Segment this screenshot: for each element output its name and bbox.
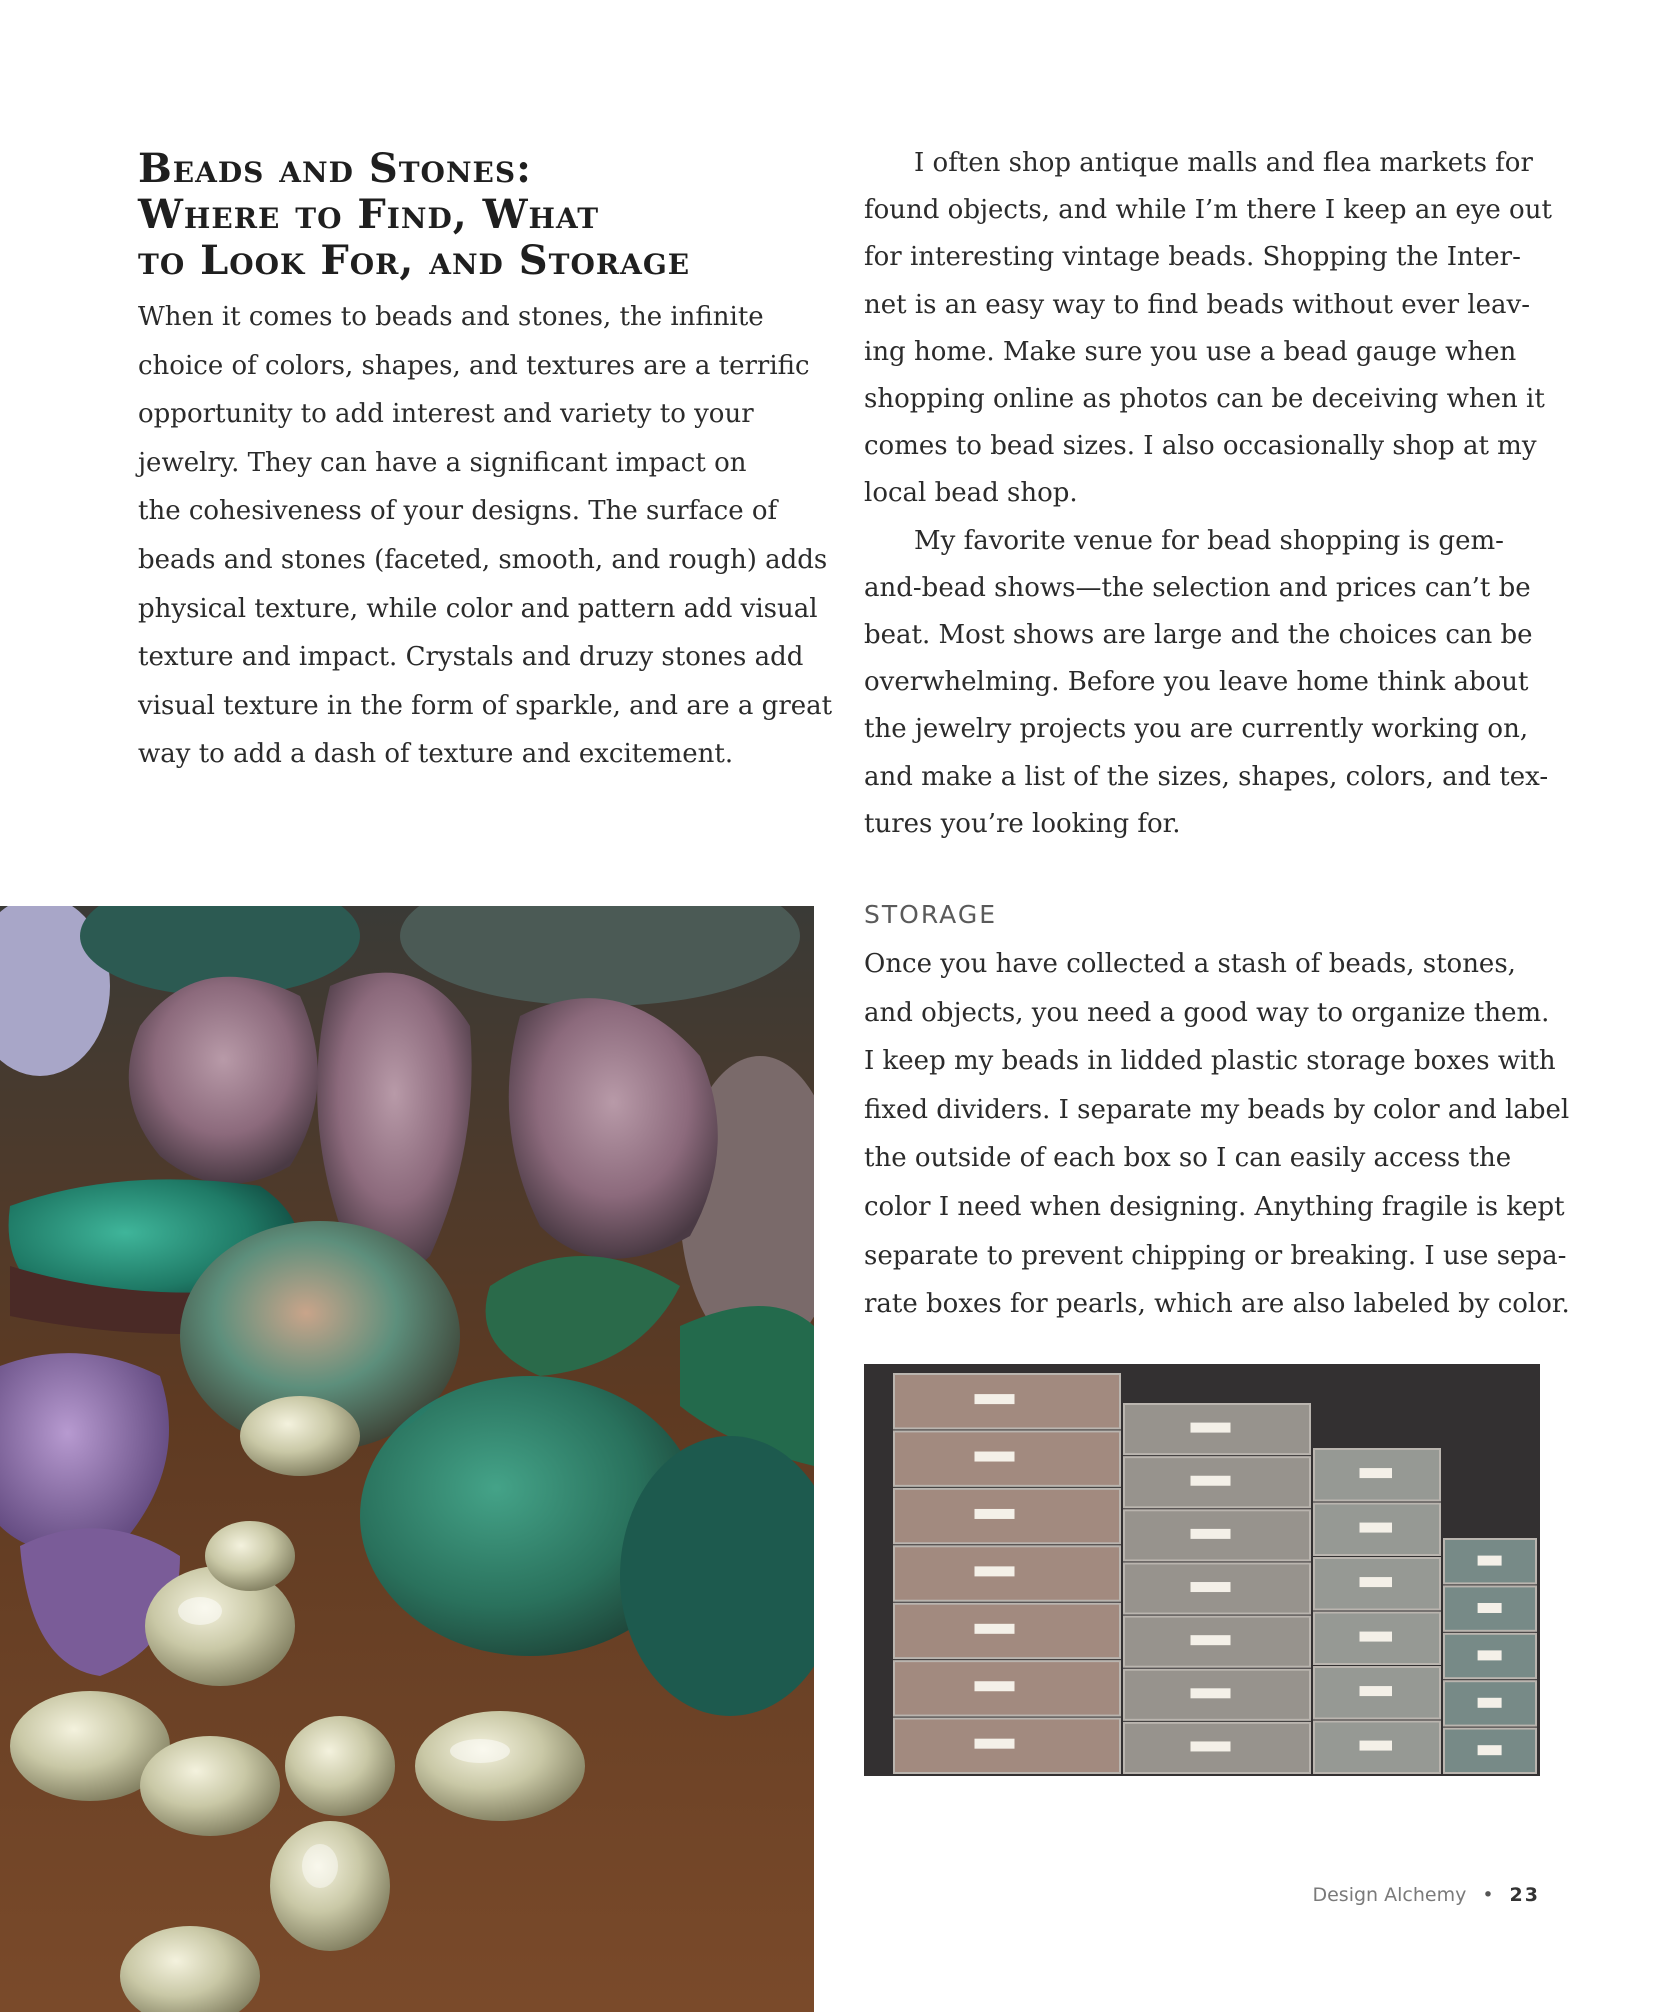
text-line: for interesting vintage beads. Shopping the Inter- bbox=[864, 242, 1521, 273]
text-line: way to add a dash of texture and excitement. bbox=[138, 739, 734, 770]
text-line: and objects, you need a good way to organize them. bbox=[864, 997, 1550, 1028]
box-label bbox=[1360, 1632, 1393, 1642]
page-footer bbox=[1312, 1884, 1540, 1906]
box-label bbox=[975, 1452, 1015, 1462]
box-label bbox=[1191, 1688, 1231, 1698]
text-line: fixed dividers. I separate my beads by color and label bbox=[864, 1094, 1570, 1125]
text-line: separate to prevent chipping or breaking. I use sepa- bbox=[864, 1240, 1567, 1271]
text-line: beat. Most shows are large and the choices can be bbox=[864, 620, 1533, 651]
page-number: 23 bbox=[1509, 1884, 1540, 1906]
text-line: jewelry. They can have a significant impact on bbox=[138, 447, 747, 478]
text-line: comes to bead sizes. I also occasionally shop at my bbox=[864, 431, 1537, 462]
heading-line: Beads and Stones: bbox=[138, 145, 532, 192]
text-line: shopping online as photos can be deceiving when it bbox=[864, 384, 1545, 415]
text-line: net is an easy way to find beads without ever leav- bbox=[864, 289, 1531, 320]
box-label bbox=[1360, 1741, 1393, 1751]
text-line: the cohesiveness of your designs. The surface of bbox=[138, 496, 778, 527]
box-label bbox=[975, 1566, 1015, 1576]
storage-heading: STORAGE bbox=[864, 900, 998, 929]
text-line: ing home. Make sure you use a bead gauge when bbox=[864, 336, 1517, 367]
box-label bbox=[1191, 1741, 1231, 1751]
text-line: rate boxes for pearls, which are also labeled by color. bbox=[864, 1289, 1570, 1320]
box-label bbox=[975, 1681, 1015, 1691]
box-label bbox=[975, 1509, 1015, 1519]
text-line: the jewelry projects you are currently working on, bbox=[864, 714, 1529, 745]
text-line: physical texture, while color and pattern add visual bbox=[138, 593, 818, 624]
text-line: and-bead shows—the selection and prices can’t be bbox=[864, 572, 1531, 603]
box-label bbox=[975, 1624, 1015, 1634]
text-line: found objects, and while I’m there I keep an eye out bbox=[864, 195, 1552, 226]
box-label bbox=[1191, 1423, 1231, 1433]
book-title: Design Alchemy bbox=[1312, 1884, 1467, 1906]
box-label bbox=[1478, 1745, 1502, 1755]
box-label bbox=[975, 1739, 1015, 1749]
box-label bbox=[1360, 1686, 1393, 1696]
text-line: overwhelming. Before you leave home think about bbox=[864, 667, 1529, 698]
text-line: visual texture in the form of sparkle, and are a great bbox=[138, 690, 833, 721]
storage-boxes-photo bbox=[864, 1364, 1540, 1776]
box-label bbox=[1478, 1556, 1502, 1566]
text-line: texture and impact. Crystals and druzy stones add bbox=[138, 642, 804, 673]
gemstones-photo bbox=[0, 906, 814, 2012]
shopping-paragraph-1 bbox=[864, 140, 1552, 518]
shopping-paragraphs bbox=[864, 140, 1552, 848]
box-label bbox=[1478, 1650, 1502, 1660]
text-line: beads and stones (faceted, smooth, and rough) adds bbox=[138, 544, 828, 575]
text-line: When it comes to beads and stones, the infinite bbox=[138, 302, 764, 332]
box-label bbox=[1191, 1635, 1231, 1645]
text-line: My favorite venue for bead shopping is gem- bbox=[914, 525, 1504, 556]
box-label bbox=[1360, 1577, 1393, 1587]
heading-line: to Look For, and Storage bbox=[138, 237, 691, 284]
section-heading bbox=[138, 146, 818, 284]
box-label bbox=[1478, 1603, 1502, 1613]
shopping-paragraph-2 bbox=[864, 518, 1549, 848]
box-label bbox=[1360, 1523, 1393, 1533]
box-label bbox=[1478, 1698, 1502, 1708]
box-label bbox=[1191, 1476, 1231, 1486]
text-line: I keep my beads in lidded plastic storage boxes with bbox=[864, 1046, 1556, 1077]
box-label bbox=[1360, 1468, 1393, 1478]
text-line: the outside of each box so I can easily access the bbox=[864, 1143, 1512, 1174]
box-label bbox=[975, 1394, 1015, 1404]
box-label bbox=[1191, 1582, 1231, 1592]
heading-line: Where to Find, What bbox=[138, 191, 600, 238]
text-line: opportunity to add interest and variety to your bbox=[138, 399, 754, 430]
text-line: and make a list of the sizes, shapes, colors, and tex- bbox=[864, 761, 1549, 792]
text-line: local bead shop. bbox=[864, 478, 1078, 509]
footer-separator: • bbox=[1482, 1884, 1494, 1906]
storage-paragraph bbox=[864, 940, 1570, 1329]
text-line: tures you’re looking for. bbox=[864, 808, 1181, 839]
intro-paragraph bbox=[138, 293, 833, 779]
text-line: color I need when designing. Anything fragile is kept bbox=[864, 1191, 1565, 1222]
text-line: Once you have collected a stash of beads, stones, bbox=[864, 949, 1516, 979]
box-label bbox=[1191, 1529, 1231, 1539]
text-line: I often shop antique malls and flea markets for bbox=[914, 148, 1533, 178]
text-line: choice of colors, shapes, and textures are a terrific bbox=[138, 350, 810, 381]
